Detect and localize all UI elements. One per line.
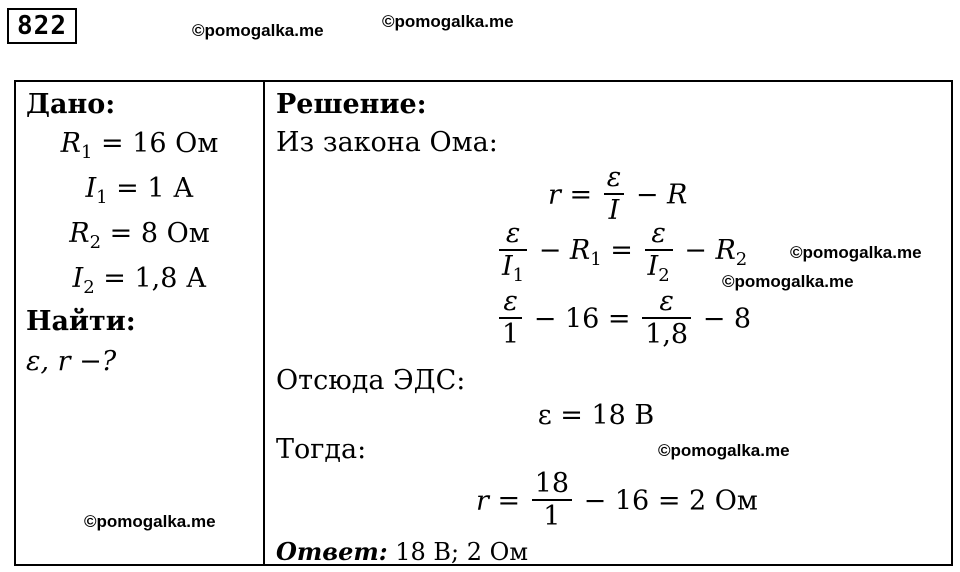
find-unknowns: ε, r −? bbox=[26, 346, 117, 377]
answer bbox=[276, 537, 528, 566]
equation-system: $\frac{\varepsilon}{I_1}$ − $R_1$ = $\frac{\varepsilon}{I_2}$ − $R_2$ bbox=[496, 220, 747, 282]
ohm-law-text: Из закона Ома: bbox=[276, 127, 498, 158]
column-divider bbox=[263, 82, 265, 564]
watermark: ©pomogalka.me bbox=[790, 243, 922, 262]
given-i2: $I_2 = 1,8$ А bbox=[72, 263, 207, 298]
watermark: ©pomogalka.me bbox=[84, 512, 216, 531]
emf-result: ε = 18 В bbox=[537, 400, 655, 431]
watermark: ©pomogalka.me bbox=[658, 441, 790, 460]
answer-label: Ответ: bbox=[276, 537, 388, 566]
equation-result: r = $\frac{18}{1}$ − 16 = 2 Ом bbox=[476, 468, 758, 533]
then-text: Тогда: bbox=[276, 434, 367, 465]
watermark: ©pomogalka.me bbox=[382, 12, 514, 31]
solution-heading: Решение: bbox=[276, 89, 427, 120]
watermark: ©pomogalka.me bbox=[192, 21, 324, 40]
find-heading: Найти: bbox=[26, 306, 136, 337]
equation-substituted: $\frac{\varepsilon}{1}$ − 16 = $\frac{\varepsilon}{1,8}$ − 8 bbox=[496, 288, 751, 350]
given-heading: Дано: bbox=[26, 89, 116, 120]
problem-number: 822 bbox=[7, 8, 77, 44]
given-r1: $R_1 = 16$ Ом bbox=[60, 128, 219, 163]
solution-table bbox=[14, 80, 953, 566]
given-r2: $R_2 = 8$ Ом bbox=[69, 218, 210, 253]
given-i1: $I_1 = 1$ А bbox=[85, 173, 194, 208]
emf-text: Отсюда ЭДС: bbox=[276, 365, 466, 396]
watermark: ©pomogalka.me bbox=[722, 272, 854, 291]
answer-value: 18 В; 2 Ом bbox=[387, 538, 528, 566]
equation-ohm: r = $\frac{\varepsilon}{I}$ − R bbox=[548, 162, 688, 227]
